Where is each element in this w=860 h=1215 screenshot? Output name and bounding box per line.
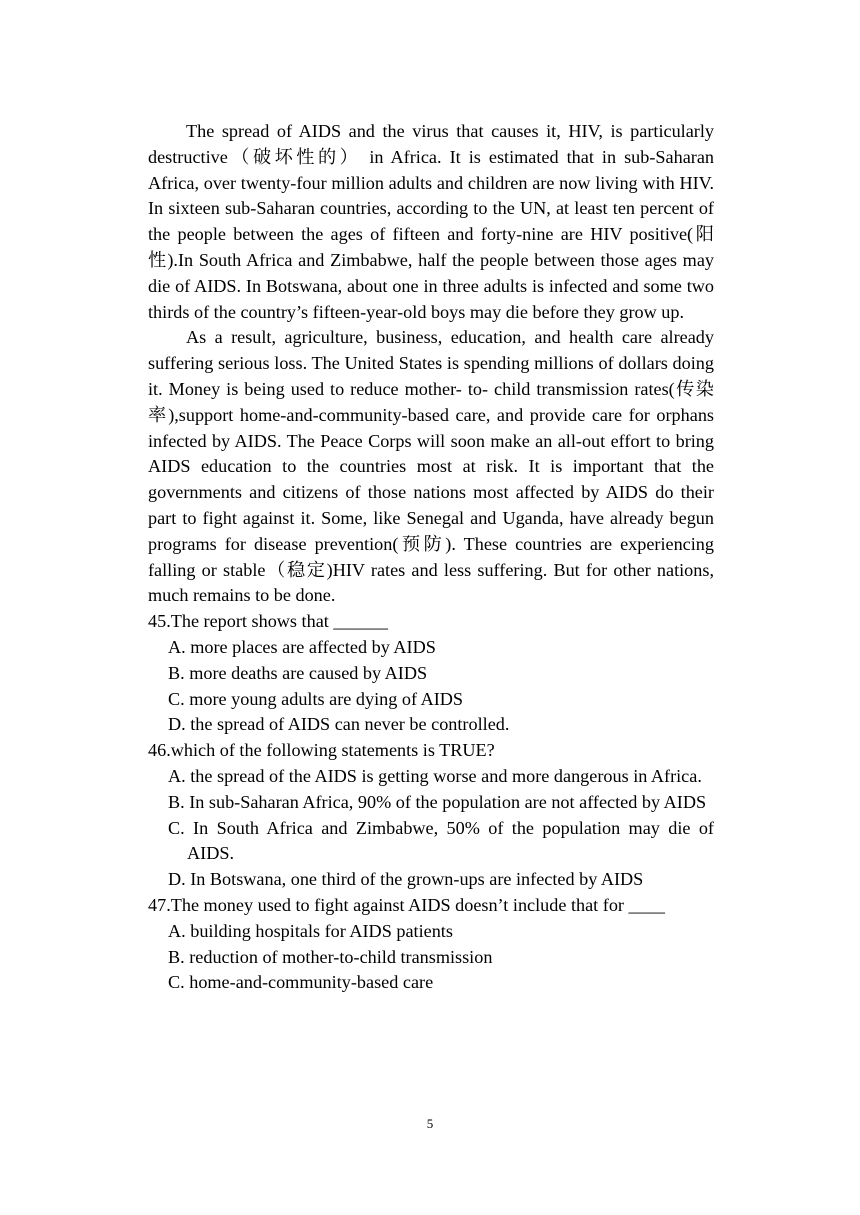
question-45 [148, 609, 714, 738]
question-stem: 46.which of the following statements is TRUE? [148, 740, 495, 761]
question-stem: 47.The money used to fight against AIDS doesn’t include that for ____ [148, 894, 665, 915]
answer-option-b: B. In sub-Saharan Africa, 90% of the population are not affected by AIDS [168, 791, 707, 812]
question-stem: 45.The report shows that ______ [148, 611, 388, 632]
answer-option-d: D. In Botswana, one third of the grown-ups are infected by AIDS [168, 869, 644, 890]
document-page [148, 119, 714, 996]
answer-option-c: C. more young adults are dying of AIDS [168, 688, 464, 709]
answer-option-c: C. In South Africa and Zimbabwe, 50% of the population may die of AIDS. [168, 817, 714, 864]
answer-option-d: D. the spread of AIDS can never be controlled. [168, 714, 510, 735]
answer-option-a: A. the spread of the AIDS is getting worse and more dangerous in Africa. [168, 765, 702, 786]
answer-option-a: A. building hospitals for AIDS patients [168, 920, 453, 941]
answer-option-b: B. reduction of mother-to-child transmission [168, 946, 493, 967]
page-number: 5 [426, 1116, 434, 1131]
answer-option-a: A. more places are affected by AIDS [168, 636, 436, 657]
answer-option-c: C. home-and-community-based care [168, 972, 434, 993]
question-47 [148, 893, 714, 996]
reading-passage [148, 119, 714, 609]
question-46 [148, 738, 714, 893]
passage-paragraph-2: As a result, agriculture, business, education, and health care already suffering serious loss. The United States is spending millions of dollars doing it. Money is being used to reduce mother- to- child transmission rates(传染率),support home-and-community-based care, and provide care for orphans infected by AIDS. The Peace Corps will soon make an all-out effort to bring AIDS education to the countries most at risk. It is important that the governments and citizens of those nations most affected by AIDS do their part to fight against it. Some, like Senegal and Uganda, have already begun programs for disease prevention(预防). These countries are experiencing falling or stable（稳定)HIV rates and less suffering. But for other nations, much remains to be done. [148, 327, 714, 606]
passage-paragraph-1: The spread of AIDS and the virus that causes it, HIV, is particularly destructive（破坏性的） in Africa. It is estimated that in sub-Saharan Africa, over twenty-four million adults and children are now living with HIV. In sixteen sub-Saharan countries, according to the UN, at least ten percent of the people between the ages of fifteen and forty-nine are HIV positive(阳性).In South Africa and Zimbabwe, half the people between those ages may die of AIDS. In Botswana, about one in three adults is infected and some two thirds of the country’s fifteen-year-old boys may die before they grow up. [148, 121, 714, 322]
answer-option-b: B. more deaths are caused by AIDS [168, 662, 428, 683]
